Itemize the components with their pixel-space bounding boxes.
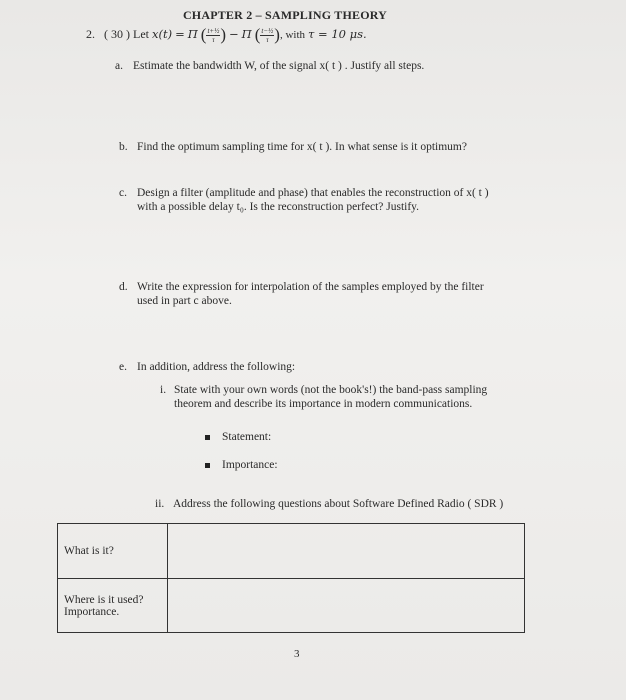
rect-function-2: Π [241,26,252,41]
subpart-ii-text: Address the following questions about Software Defined Radio ( SDR ) [173,498,504,510]
paren-open-1: ( [200,25,207,44]
part-a-text: Estimate the bandwidth W, of the signal x( t ) . Justify all steps. [133,60,425,72]
subpart-ii-label: ii. [155,498,165,510]
subpart-i [160,383,487,411]
fraction-2-numerator: t−½ [261,26,274,35]
part-a [115,59,424,73]
part-e-label: e. [119,361,127,373]
minus-sign: − [229,26,239,41]
question-importance: Importance. [64,605,120,618]
fraction-1 [206,27,220,44]
part-e-text: In addition, address the following: [137,361,296,373]
question-where-used: Where is it used? [64,593,144,606]
fraction-2-denominator: τ [266,35,269,44]
part-c-label: c. [119,187,127,199]
fraction-2 [260,27,274,44]
part-c [119,186,489,214]
part-d-line1: Write the expression for interpolation of the samples employed by the filter [137,281,484,293]
bullet-importance-text: Importance: [222,459,278,471]
subpart-i-label: i. [160,384,167,396]
question-what-is-it: What is it? [64,545,114,557]
part-d [119,280,484,308]
table-row [58,579,525,633]
rect-function-1: Π [187,26,198,41]
page-title: CHAPTER 2 – SAMPLING THEORY [182,8,388,22]
table-question-cell [58,579,168,633]
table-row [58,524,525,579]
equals-sign: = [175,26,185,41]
page-number: 3 [294,648,300,660]
subpart-i-line1: State with your own words (not the book's!) the band-pass sampling [174,384,488,396]
with-text: , with [279,28,306,41]
question-let: Let [133,26,149,41]
table-answer-cell[interactable] [168,579,525,633]
paren-open-2: ( [254,25,261,44]
bullet-dot [205,435,210,440]
part-e [119,360,295,374]
subpart-i-line2: theorem and describe its importance in modern communications. [174,398,473,410]
fraction-1-numerator: t+½ [207,26,220,35]
part-b-text: Find the optimum sampling time for x( t ). In what sense is it optimum? [137,141,467,153]
question-number: 2. [86,26,95,41]
subpart-ii [155,497,503,511]
tau-value: τ = 10 μs. [308,26,367,41]
sdr-table [57,523,525,633]
part-d-label: d. [119,281,128,293]
bullet-statement [205,431,271,443]
paren-close-2: ) [274,25,280,44]
part-a-label: a. [115,60,123,72]
table-answer-cell[interactable] [168,524,525,579]
part-b [119,140,467,154]
paren-close-1: ) [220,25,227,44]
bullet-importance [205,459,278,471]
fraction-1-denominator: τ [212,35,215,44]
signal-symbol: x(t) [152,26,173,41]
part-c-line2: with a possible delay t₀. Is the reconstruction perfect? Justify. [137,201,420,213]
question-statement [86,25,367,45]
part-b-label: b. [119,141,128,153]
bullet-dot [205,463,210,468]
bullet-statement-text: Statement: [222,431,272,443]
question-points: ( 30 ) [104,26,130,41]
part-c-line1: Design a filter (amplitude and phase) that enables the reconstruction of x( t ) [137,187,489,199]
part-d-line2: used in part c above. [137,295,232,307]
table-question-cell [58,524,168,579]
